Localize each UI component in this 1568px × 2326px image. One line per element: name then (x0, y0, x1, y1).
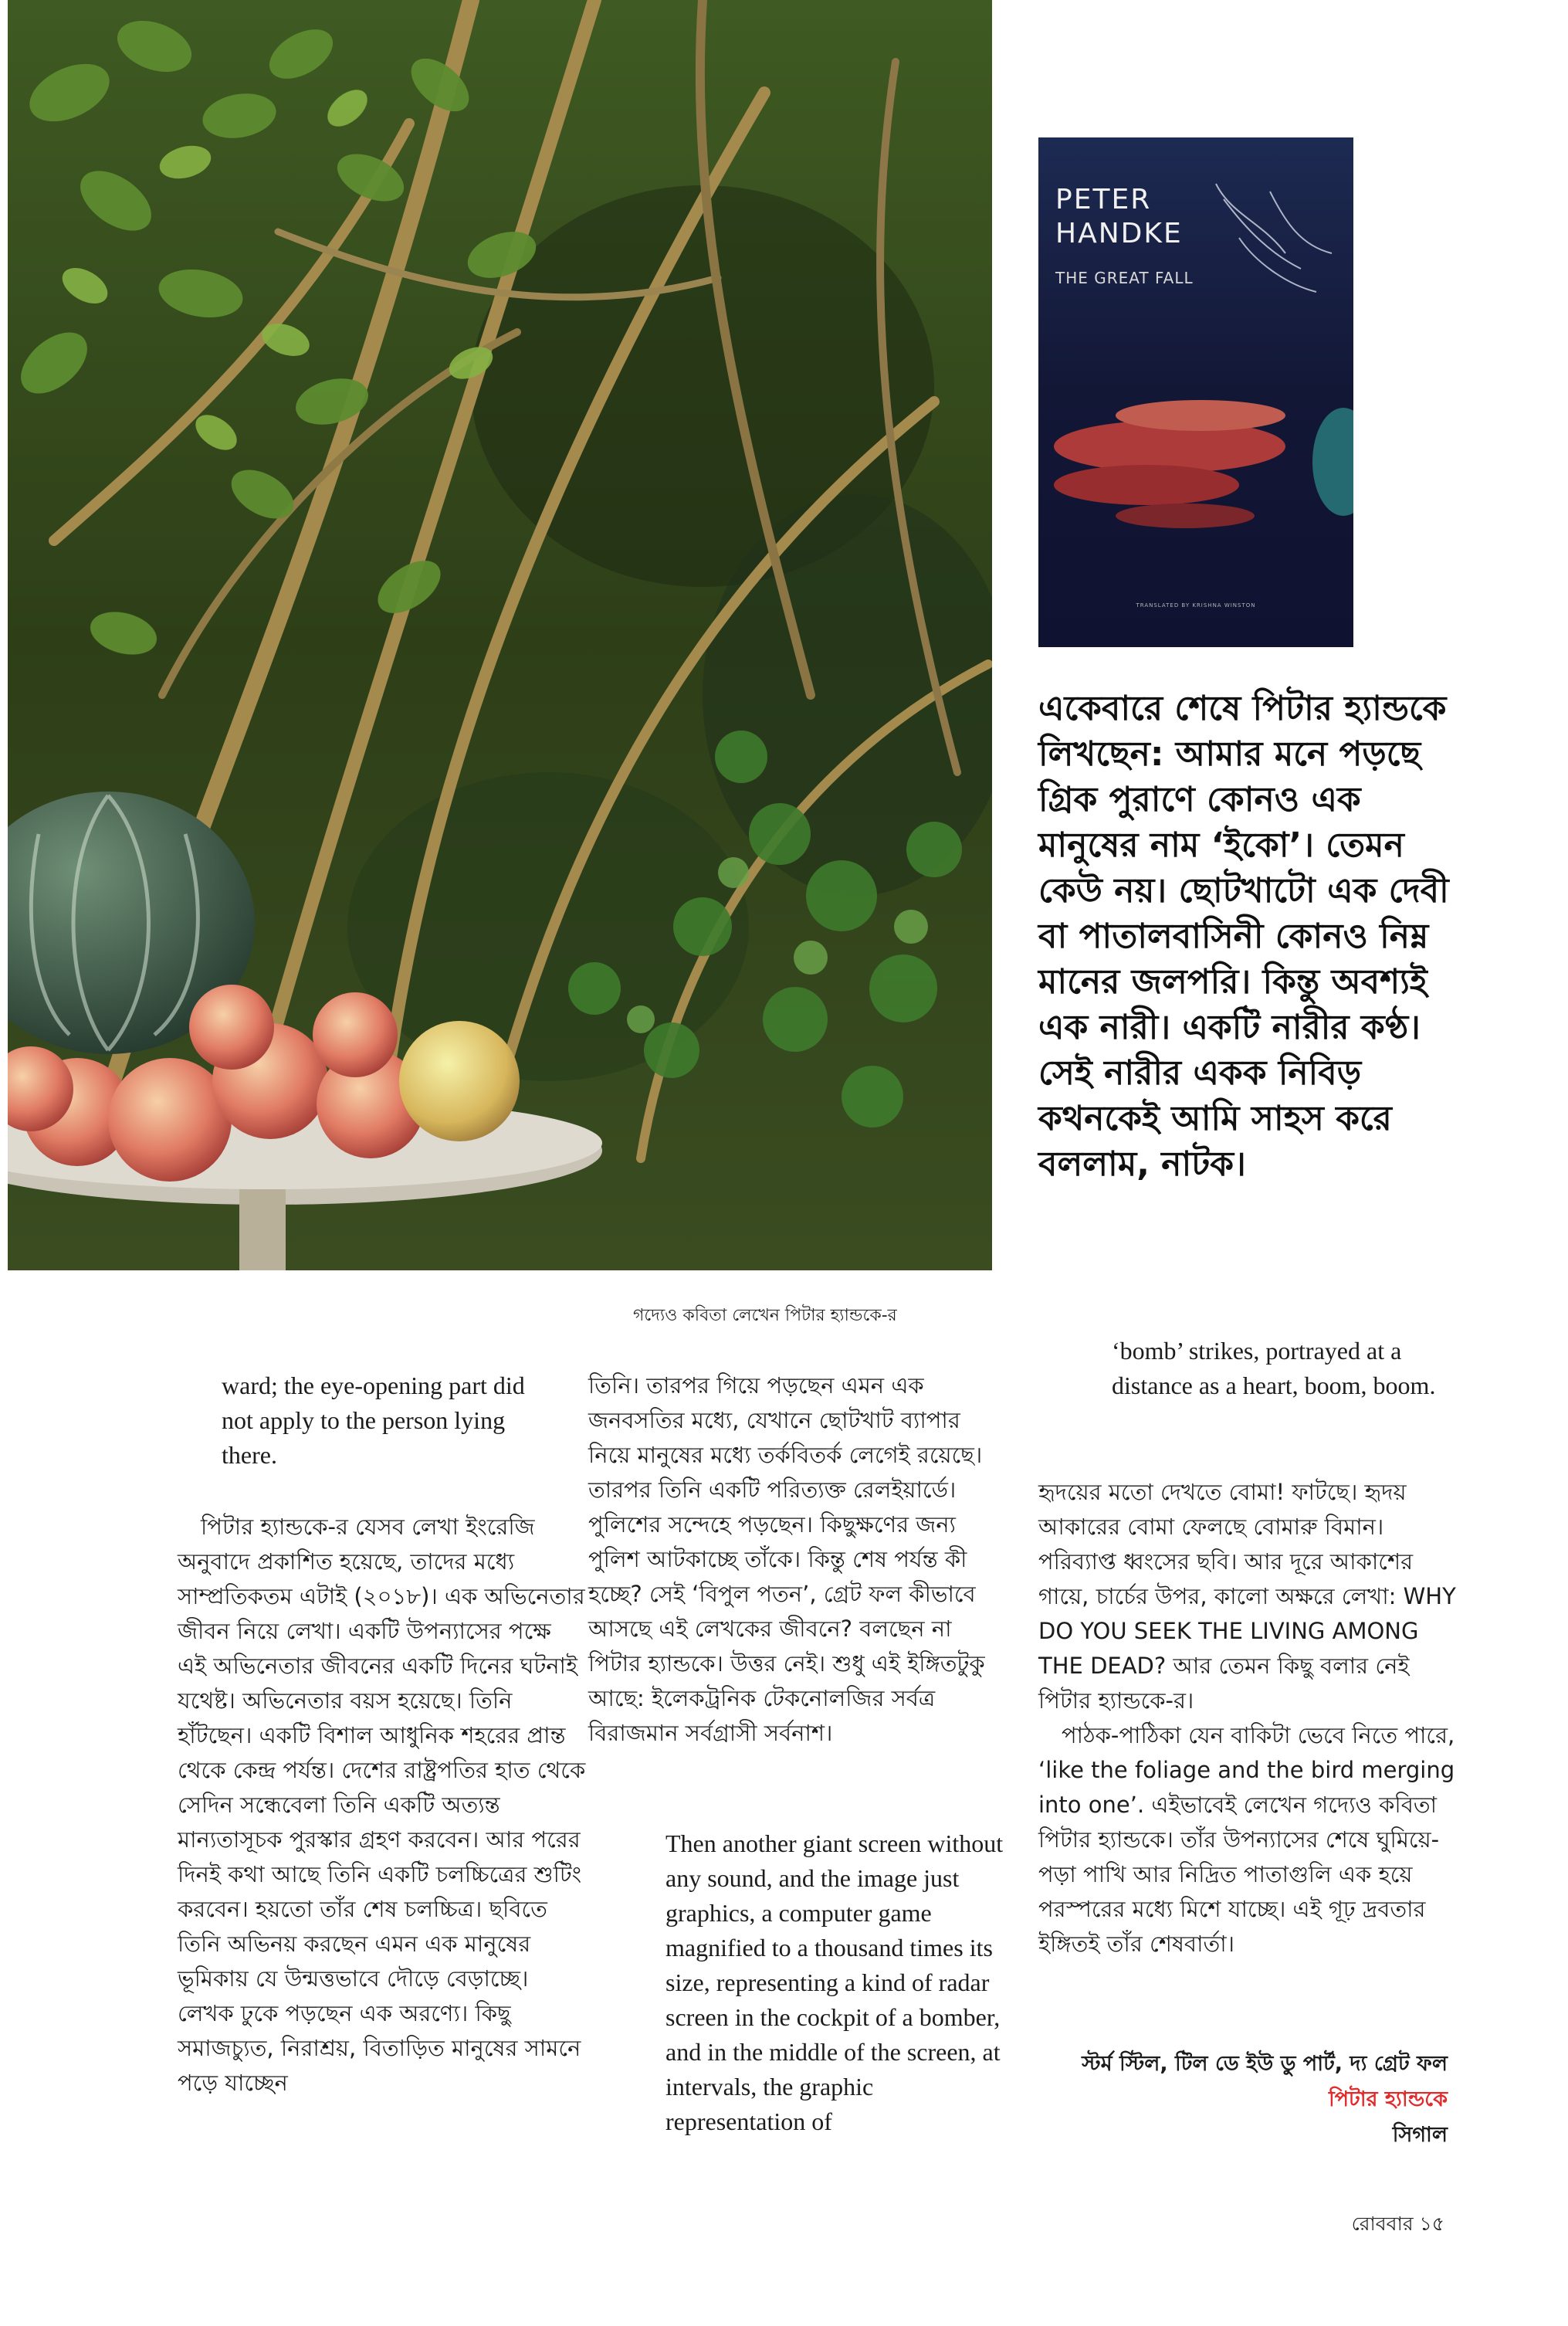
book-cover-translator: TRANSLATED BY KRISHNA WINSTON (1136, 602, 1256, 609)
book-cover-author-last: HANDKE (1055, 218, 1183, 249)
column-3-english-excerpt: ‘bomb’ strikes, portrayed at a distance as a heart, boom, boom. (1112, 1337, 1436, 1399)
book-cover-title: THE GREAT FALL (1055, 269, 1194, 287)
book-cover-author-first: PETER (1055, 184, 1152, 215)
column-3-bengali-paragraph-2: পাঠক-পাঠিকা যেন বাকিটা ভেবে নিতে পারে, ‘like the foliage and the bird merging into one’. এইভাবেই লেখেন গদ্যেও কবিতা পিটার হ্যান্ডকে। তাঁর উপন্যাসের শেষে ঘুমিয়ে-পড়া পাখি আর নিদ্রিত পাতাগুলি এক হয়ে পরস্পরের মধ্যে মিশে যাচ্ছে। এই গূঢ় দ্রবতার ইঙ্গিতই তাঁর শেষবার্তা। (1038, 1722, 1455, 1957)
book-cover (1038, 137, 1353, 647)
book-credit-author: পিটার হ্যান্ডকে (1329, 2087, 1448, 2111)
garden-photo (8, 0, 992, 1270)
book-credit-titles: স্টর্ম স্টিল, টিল ডে ইউ ডু পার্ট, দ্য গ্রেট ফল (1082, 2052, 1448, 2076)
photo-caption: গদ্যেও কবিতা লেখেন পিটার হ্যান্ডকে-র (633, 1306, 897, 1325)
column-2-english-excerpt: Then another giant screen without any sound, and the image just graphics, a computer game magnified to a thousand times its size, representing a kind of radar screen in the cockpit of a bomber, and in the middle of the screen, at intervals, the graphic representation of (665, 1829, 1004, 2135)
column-1-bengali-body: পিটার হ্যান্ডকে-র যেসব লেখা ইংরেজি অনুবাদে প্রকাশিত হয়েছে, তাদের মধ্যে সাম্প্রতিকতম এটাই (২০১৮)। এক অভিনেতার জীবন নিয়ে লেখা। একটি উপন্যাসের পক্ষে এই অভিনেতার জীবনের একটি দিনের ঘটনাই যথেষ্ট। অভিনেতার বয়স হয়েছে। তিনি হাঁটছেন। একটি বিশাল আধুনিক শহরের প্রান্ত থেকে কেন্দ্র পর্যন্ত। দেশের রাষ্ট্রপতির হাত থেকে সেদিন সন্ধেবেলা তিনি একটি অত্যন্ত মান্যতাসূচক পুরস্কার গ্রহণ করবেন। আর পরের দিনই কথা আছে তিনি একটি চলচ্চিত্রের শুটিং করবেন। হয়তো তাঁর শেষ চলচ্চিত্র। ছবিতে তিনি অভিনয় করছেন এমন এক মানুষের ভূমিকায় যে উন্মত্তভাবে দৌড়ে বেড়াচ্ছে। লেখক ঢুকে পড়ছেন এক অরণ্যে। কিছু সমাজচ্যুত, নিরাশ্রয়, বিতাড়িত মানুষের সামনে পড়ে যাচ্ছেন (178, 1514, 586, 2096)
book-credit-publisher: সিগাল (1392, 2123, 1448, 2147)
column-3-bengali-body (1038, 1475, 1467, 1962)
column-3-bengali-paragraph-1: হৃদয়ের মতো দেখতে বোমা! ফাটছে। হৃদয় আকারের বোমা ফেলছে বোমারু বিমান। পরিব্যাপ্ত ধ্বংসের ছবি। আর দূরে আকাশের গায়ে, চার্চের উপর, কালো অক্ষরে লেখা: WHY DO YOU SEEK THE LIVING AMONG THE DEAD? আর তেমন কিছু বলার নেই পিটার হ্যান্ডকে-র। (1038, 1479, 1456, 1714)
pull-quote: একেবারে শেষে পিটার হ্যান্ডকে লিখছেন: আমার মনে পড়ছে গ্রিক পুরাণে কোনও এক মানুষের নাম ‘ইকো’। তেমন কেউ নয়। ছোটখাটো এক দেবী বা পাতালবাসিনী কোনও নিম্ন মানের জলপরি। কিন্তু অবশ্যই এক নারী। একটি নারীর কণ্ঠ। সেই নারীর একক নিবিড় কথনকেই আমি সাহস করে বললাম, নাটক। (1038, 689, 1449, 1184)
book-credit (1082, 2046, 1448, 2153)
column-1-english-excerpt: ward; the eye-opening part did not apply to the person lying there. (222, 1372, 525, 1469)
column-2-bengali-body: তিনি। তারপর গিয়ে পড়ছেন এমন এক জনবসতির মধ্যে, যেখানে ছোটখাট ব্যাপার নিয়ে মানুষের মধ্যে তর্কবিতর্ক লেগেই রয়েছে। তারপর তিনি একটি পরিত্যক্ত রেলইয়ার্ডে। পুলিশের সন্দেহে পড়ছেন। কিছুক্ষণের জন্য পুলিশ আটকাচ্ছে তাঁকে। কিন্তু শেষ পর্যন্ত কী হচ্ছে? সেই ‘বিপুল পতন’, গ্রেট ফল কীভাবে আসছে এই লেখকের জীবনে? বলছেন না পিটার হ্যান্ডকে। উত্তর নেই। শুধু এই ইঙ্গিতটুকু আছে: ইলেকট্রনিক টেকনোলজির সর্বত্র বিরাজমান সর্বগ্রাসী সর্বনাশ। (588, 1372, 985, 1746)
page-folio: রোববার ১৫ (1351, 2212, 1444, 2235)
